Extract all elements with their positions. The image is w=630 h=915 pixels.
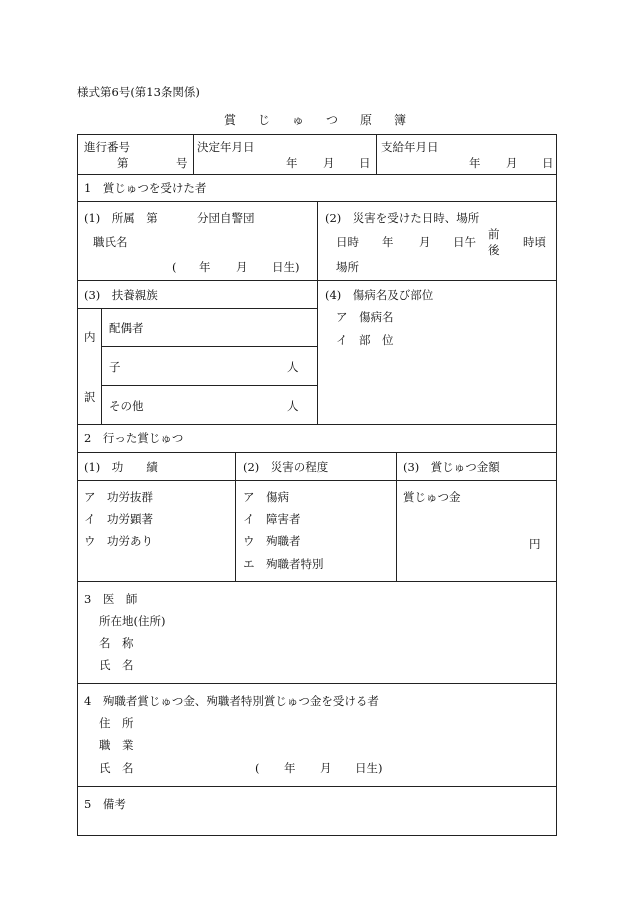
datetime-label: 日時	[336, 235, 359, 249]
payment-day: 日	[542, 156, 554, 170]
decision-month: 月	[323, 156, 335, 170]
payment-date-label: 支給年月日	[381, 140, 439, 154]
affiliation-label: (1) 所属 第	[84, 211, 158, 225]
payment-month: 月	[506, 156, 518, 170]
spouse-label: 配偶者	[109, 321, 144, 335]
fire-corps-label: 分団自警団	[197, 211, 255, 225]
birth-day-close: 日生)	[272, 260, 300, 274]
degree-item: エ 殉職者特別	[243, 557, 324, 571]
injury-title: (4) 傷病名及び部位	[325, 288, 434, 302]
section3-title: 3 医 師	[84, 592, 138, 606]
progress-go: 号	[176, 156, 188, 170]
merit-item: イ 功労顕著	[84, 512, 153, 526]
title-char: 賞	[223, 113, 236, 127]
disaster-title: (2) 災害を受けた日時、場所	[325, 211, 480, 225]
merit-item: ア 功労抜群	[84, 490, 153, 504]
datetime-hour: 時頃	[523, 235, 546, 249]
doctor-address-label: 所在地(住所)	[99, 614, 166, 628]
amount-title: (3) 賞じゅつ金額	[403, 460, 500, 474]
child-persons: 人	[287, 360, 299, 374]
title-char: つ	[326, 113, 339, 127]
doctor-facility-label: 名 称	[99, 636, 134, 650]
recipient-name-label: 氏 名	[99, 761, 134, 775]
degree-item: イ 障害者	[243, 512, 301, 526]
datetime-year: 年	[382, 235, 394, 249]
dependents-title: (3) 扶養親族	[84, 288, 158, 302]
recipient-address-label: 住 所	[99, 716, 134, 730]
yen-label: 円	[529, 537, 541, 551]
title-char: 原	[360, 113, 373, 127]
merit-item: ウ 功労あり	[84, 534, 153, 548]
progress-dai: 第	[117, 156, 129, 170]
degree-item: ア 傷病	[243, 490, 289, 504]
title-char: ゅ	[291, 113, 304, 127]
merit-title: (1) 功 績	[84, 460, 158, 474]
birth-year: 年	[199, 260, 211, 274]
datetime-month: 月	[419, 235, 431, 249]
decision-date-label: 決定年月日	[197, 140, 255, 154]
datetime-go: 後	[488, 243, 500, 257]
birth-open: (	[172, 260, 177, 274]
title-char: 簿	[394, 113, 407, 127]
uchi-label: 内	[84, 330, 96, 344]
form-number: 様式第6号(第13条関係)	[77, 85, 200, 99]
recipient-occupation-label: 職 業	[99, 738, 134, 752]
section4-title: 4 殉職者賞じゅつ金、殉職者特別賞じゅつ金を受ける者	[84, 694, 379, 708]
place-label: 場所	[336, 260, 359, 274]
doctor-name-label: 氏 名	[99, 658, 134, 672]
recipient-birth-open: (	[255, 761, 260, 775]
degree-title: (2) 災害の程度	[243, 460, 329, 474]
recipient-birth-month: 月	[320, 761, 332, 775]
section1-title: 1 賞じゅつを受けた者	[84, 181, 207, 195]
section2-title: 2 行った賞じゅつ	[84, 431, 184, 445]
recipient-birth-year: 年	[284, 761, 296, 775]
datetime-day-am: 日午	[453, 235, 476, 249]
payment-year: 年	[469, 156, 481, 170]
amount-label: 賞じゅつ金	[403, 490, 461, 504]
datetime-zen: 前	[488, 227, 500, 241]
injury-name-label: ア 傷病名	[336, 310, 394, 324]
other-persons: 人	[287, 399, 299, 413]
other-label: その他	[109, 399, 144, 413]
title-char: じ	[257, 113, 270, 127]
section5-title: 5 備考	[84, 797, 126, 811]
recipient-birth-close: 日生)	[355, 761, 383, 775]
progress-number-label: 進行番号	[84, 140, 130, 154]
degree-item: ウ 殉職者	[243, 534, 301, 548]
decision-year: 年	[286, 156, 298, 170]
form-title	[0, 111, 630, 128]
child-label: 子	[109, 360, 121, 374]
decision-day: 日	[359, 156, 371, 170]
job-name-label: 職氏名	[93, 235, 128, 249]
wake-label: 訳	[84, 390, 96, 404]
injury-part-label: イ 部 位	[336, 333, 394, 347]
birth-month: 月	[236, 260, 248, 274]
